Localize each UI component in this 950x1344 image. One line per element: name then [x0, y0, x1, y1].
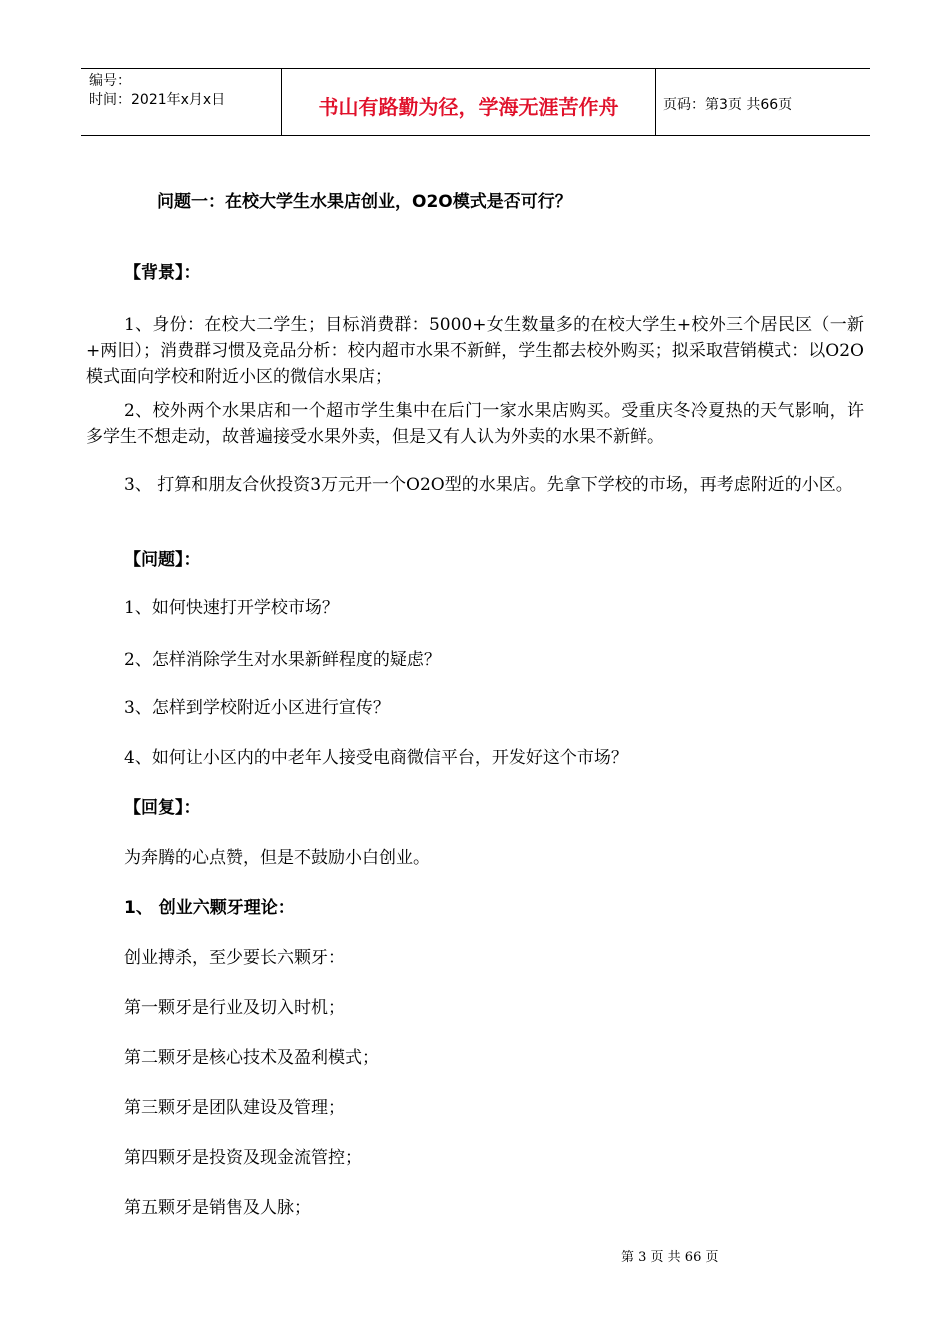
- question-item: 3、怎样到学校附近小区进行宣传？: [124, 698, 390, 718]
- header-meta: [81, 69, 282, 135]
- reply-section-1: 1、 创业六颗牙理论：: [124, 898, 295, 918]
- tooth-item: 第二颗牙是核心技术及盈利模式；: [124, 1048, 379, 1068]
- tooth-item: 第四颗牙是投资及现金流管控；: [124, 1148, 362, 1168]
- reply-heading: 【回复】：: [124, 798, 201, 818]
- questions-heading: 【问题】：: [124, 550, 201, 570]
- background-heading: 【背景】：: [124, 263, 201, 283]
- tooth-item: 第三颗牙是团队建设及管理；: [124, 1098, 345, 1118]
- background-paragraph-1: 1、身份：在校大二学生；目标消费群：5000+女生数量多的在校大学生+校外三个居民区（一新+两旧）；消费群习惯及竞品分析：校内超市水果不新鲜，学生都去校外购买；拟采取营销模式：以O2O模式面向学校和附近小区的微信水果店；: [86, 315, 864, 387]
- page-header: [81, 68, 870, 136]
- page-footer: 第 3 页 共 66 页: [621, 1250, 719, 1265]
- reply-intro: 为奔腾的心点赞，但是不鼓励小白创业。: [124, 848, 430, 868]
- question-item: 1、如何快速打开学校市场？: [124, 598, 339, 618]
- tooth-item: 第一颗牙是行业及切入时机；: [124, 998, 345, 1018]
- background-paragraph-3: 3、 打算和朋友合伙投资3万元开一个O2O型的水果店。先拿下学校的市场，再考虑附近的小区。: [124, 475, 853, 495]
- motto: 书山有路勤为径，学海无涯苦作舟: [282, 69, 656, 135]
- page-info: 页码：第3页 共66页: [663, 97, 793, 113]
- question-item: 2、怎样消除学生对水果新鲜程度的疑虑？: [124, 650, 441, 670]
- reply-lead: 创业搏杀，至少要长六颗牙：: [124, 948, 345, 968]
- tooth-item: 第五颗牙是销售及人脉；: [124, 1198, 311, 1218]
- number-label: 编号：: [89, 73, 131, 89]
- background-paragraph-2: 2、校外两个水果店和一个超市学生集中在后门一家水果店购买。受重庆冬冷夏热的天气影响，许多学生不想走动，故普遍接受水果外卖，但是又有人认为外卖的水果不新鲜。: [86, 401, 864, 447]
- time-label: 时间：2021年x月x日: [89, 92, 226, 108]
- document-title: 问题一：在校大学生水果店创业，O2O模式是否可行？: [157, 192, 572, 212]
- question-item: 4、如何让小区内的中老年人接受电商微信平台，开发好这个市场？: [124, 748, 628, 768]
